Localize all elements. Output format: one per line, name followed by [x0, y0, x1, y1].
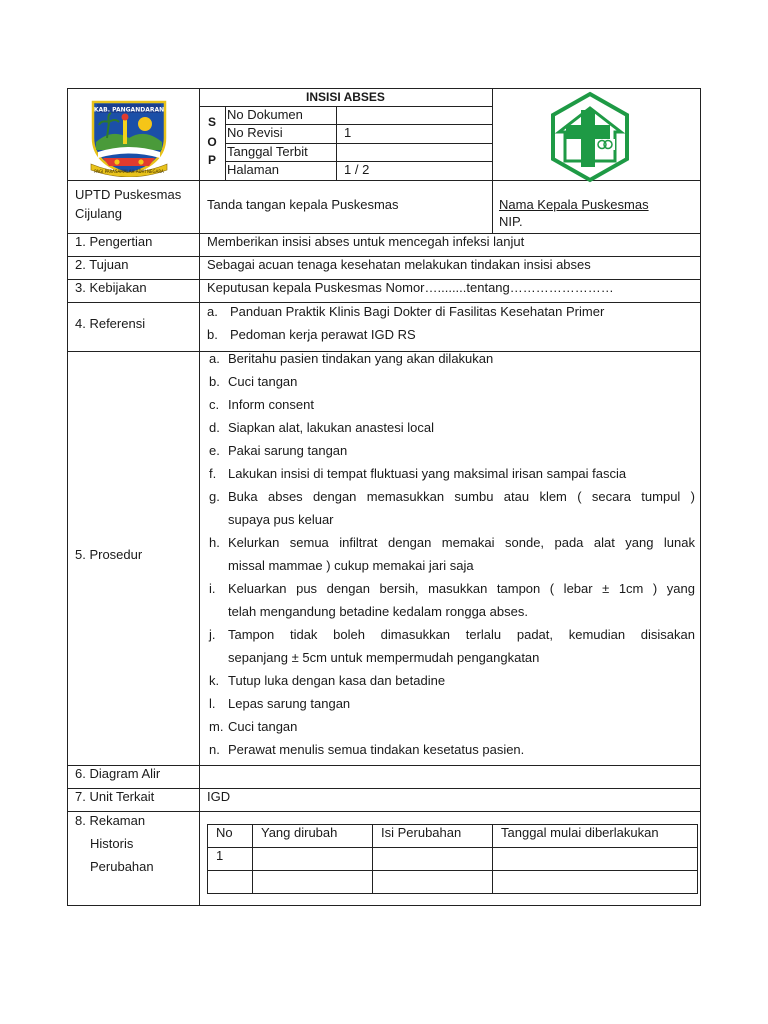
logo-motto-text: PAGI PARASAMALAH ADHI NEGARA [94, 169, 164, 174]
step-i-marker: i. [209, 581, 216, 596]
document-title: INSISI ABSES [306, 90, 385, 104]
col-tanggal: Tanggal mulai diberlakukan [493, 825, 698, 848]
col-no: No [208, 825, 253, 848]
step-i-text-cont: telah mengandung betadine kedalam rongga abses. [228, 604, 528, 619]
logo-banner-text: KAB. PANGANDARAN [93, 106, 165, 114]
rekaman-label-line-1: 8. Rekaman [75, 813, 146, 828]
prosedur-label: 5. Prosedur [75, 547, 143, 562]
left-column-divider [199, 89, 200, 906]
step-e-text: Pakai sarung tangan [228, 443, 348, 458]
step-f-text: Lakukan insisi di tempat fluktuasi yang maksimal irisan sampai fascia [228, 466, 627, 481]
step-h-marker: h. [209, 535, 220, 550]
unit-text: IGD [207, 789, 231, 804]
halaman-label: Halaman [227, 162, 280, 177]
step-c-text: Inform consent [228, 397, 314, 412]
table-header-row [208, 825, 698, 848]
step-l-text: Lepas sarung tangan [228, 696, 351, 711]
table-cell [493, 848, 698, 871]
step-b-text: Cuci tangan [228, 374, 298, 389]
step-k-text: Tutup luka dengan kasa dan betadine [228, 673, 446, 688]
step-b-marker: b. [209, 374, 220, 389]
step-m-marker: m. [209, 719, 224, 734]
step-c-marker: c. [209, 397, 220, 412]
step-d-marker: d. [209, 420, 220, 435]
sop-document [67, 88, 701, 906]
step-a-text: Beritahu pasien tindakan yang akan dilakukan [228, 351, 494, 366]
regency-coat-of-arms-icon [87, 98, 171, 177]
sop-letter-s: S [207, 115, 216, 129]
referensi-item-a: Panduan Praktik Klinis Bagi Dokter di Fasilitas Kesehatan Primer [230, 304, 605, 319]
nip-label: NIP. [499, 214, 523, 229]
no-revisi-value: 1 [344, 125, 352, 140]
step-h-text-cont: missal mammae ) cukup memakai jari saja [228, 558, 474, 573]
tujuan-text: Sebagai acuan tenaga kesehatan melakukan tindakan insisi abses [207, 257, 591, 272]
table-cell [253, 871, 373, 894]
pengertian-text: Memberikan insisi abses untuk mencegah infeksi lanjut [207, 234, 525, 249]
step-j-marker: j. [209, 627, 216, 642]
kebijakan-text: Keputusan kepala Puskesmas Nomor…........tentang…………………… [207, 280, 614, 295]
table-cell [493, 871, 698, 894]
col-isi-perubahan: Isi Perubahan [373, 825, 493, 848]
puskesmas-logo-icon [547, 89, 633, 187]
step-n-text: Perawat menulis semua tindakan kesetatus pasien. [228, 742, 525, 757]
unit-label: 7. Unit Terkait [75, 789, 155, 804]
table-cell [373, 848, 493, 871]
institution-line-2: Cijulang [75, 206, 122, 221]
kebijakan-bottom-rule [68, 302, 701, 303]
step-d-text: Siapkan alat, lakukan anastesi local [228, 420, 434, 435]
revision-history-table [207, 824, 698, 894]
header-right-divider [492, 89, 493, 233]
referensi-item-b: Pedoman kerja perawat IGD RS [230, 327, 416, 342]
step-k-marker: k. [209, 673, 220, 688]
diagram-label: 6. Diagram Alir [75, 766, 161, 781]
step-l-marker: l. [209, 696, 216, 711]
unit-bottom-rule [68, 811, 701, 812]
rekaman-label-line-3: Perubahan [90, 859, 154, 874]
step-g-text: Buka abses dengan memasukkan sumbu atau klem ( secara tumpul ) [228, 489, 695, 504]
referensi-marker-a: a. [207, 304, 218, 319]
table-cell: 1 [208, 848, 253, 871]
halaman-value: 1 / 2 [344, 162, 370, 177]
step-g-marker: g. [209, 489, 220, 504]
table-cell [373, 871, 493, 894]
kebijakan-label: 3. Kebijakan [75, 280, 147, 295]
table-row [208, 848, 698, 871]
step-n-marker: n. [209, 742, 220, 757]
step-e-marker: e. [209, 443, 220, 458]
step-g-text-cont: supaya pus keluar [228, 512, 334, 527]
sop-letter-p: P [207, 153, 216, 167]
table-row [208, 871, 698, 894]
no-dokumen-label: No Dokumen [227, 107, 303, 122]
table-cell [253, 848, 373, 871]
step-h-text: Kelurkan semua infiltrat dengan memakai sonde, pada alat yang lunak [228, 535, 695, 550]
step-j-text-cont: sepanjang ± 5cm untuk mempermudah pengangkatan [228, 650, 540, 665]
referensi-marker-b: b. [207, 327, 218, 342]
signature-label: Tanda tangan kepala Puskesmas [207, 197, 399, 212]
prosedur-bottom-rule [68, 765, 701, 766]
tujuan-label: 2. Tujuan [75, 257, 129, 272]
step-i-text: Keluarkan pus dengan bersih, masukkan tampon ( lebar ± 1cm ) yang [228, 581, 695, 596]
step-a-marker: a. [209, 351, 220, 366]
no-revisi-label: No Revisi [227, 125, 283, 140]
table-cell [208, 871, 253, 894]
sop-letter-o: O [207, 135, 217, 149]
step-m-text: Cuci tangan [228, 719, 298, 734]
head-name: Nama Kepala Puskesmas [499, 197, 649, 212]
referensi-label: 4. Referensi [75, 316, 146, 331]
col-yang-dirubah: Yang dirubah [253, 825, 373, 848]
pengertian-label: 1. Pengertian [75, 234, 153, 249]
tanggal-terbit-label: Tanggal Terbit [227, 144, 308, 159]
step-j-text: Tampon tidak boleh dimasukkan terlalu padat, kemudian disisakan [228, 627, 695, 642]
diagram-bottom-rule [68, 788, 701, 789]
institution-line-1: UPTD Puskesmas [75, 187, 182, 202]
step-f-marker: f. [209, 466, 217, 481]
rekaman-label-line-2: Historis [90, 836, 134, 851]
